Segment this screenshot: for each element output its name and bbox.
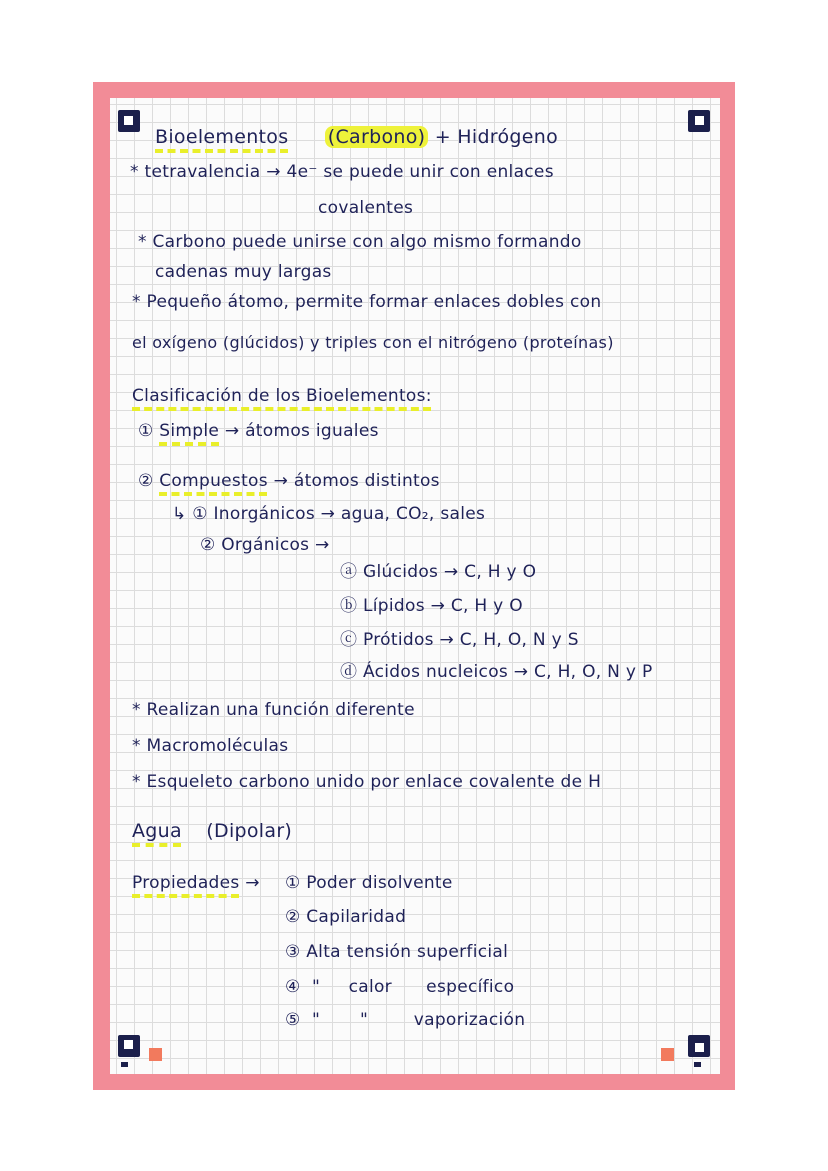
properties-label: Propiedades: [132, 873, 240, 893]
compound-label: Compuestos: [159, 471, 268, 491]
note-line: * Carbono puede unirse con algo mismo formando: [138, 232, 582, 252]
organic-item: ⓑ Lípidos → C, H y O: [340, 596, 523, 616]
corner-marker-icon: [688, 1035, 710, 1057]
water-heading: Agua: [132, 820, 182, 842]
number-badge: ②: [138, 471, 154, 491]
water-heading-line: [132, 820, 292, 842]
note-line: * Pequeño átomo, permite formar enlaces dobles con: [132, 292, 602, 312]
corner-marker-icon: [688, 110, 710, 132]
marker-dot-icon: [694, 1062, 701, 1067]
note-line: el oxígeno (glúcidos) y triples con el nitrógeno (proteínas): [132, 333, 614, 352]
title-main: Bioelementos: [155, 126, 289, 148]
simple-line: [138, 421, 379, 441]
compound-line: [138, 471, 440, 491]
property-item: ④ " calor específico: [285, 977, 515, 997]
compound-desc: → átomos distintos: [273, 471, 440, 491]
marker-dot-icon: [121, 1062, 128, 1067]
title-highlight: (Carbono): [325, 126, 429, 148]
arrow-icon: →: [245, 873, 260, 893]
simple-label: Simple: [159, 421, 220, 441]
note-line: * tetravalencia → 4e⁻ se puede unir con enlaces: [130, 162, 554, 182]
title-rest: + Hidrógeno: [434, 126, 559, 148]
title-line: [155, 126, 558, 148]
number-badge: ①: [138, 421, 154, 441]
bullet-line: * Realizan una función diferente: [132, 700, 415, 720]
organic-line: ② Orgánicos →: [200, 535, 330, 555]
bullet-line: * Macromoléculas: [132, 736, 289, 756]
water-subtitle: (Dipolar): [206, 820, 293, 842]
organic-item: ⓐ Glúcidos → C, H y O: [340, 562, 537, 582]
simple-desc: → átomos iguales: [224, 421, 379, 441]
corner-marker-icon: [118, 1035, 140, 1057]
orange-square-icon: [149, 1048, 162, 1061]
corner-marker-icon: [118, 110, 140, 132]
note-line: covalentes: [318, 198, 414, 218]
organic-item: ⓒ Prótidos → C, H, O, N y S: [340, 630, 579, 650]
classification-heading: [132, 386, 432, 406]
note-line: cadenas muy largas: [155, 262, 332, 282]
bullet-line: * Esqueleto carbono unido por enlace covalente de H: [132, 772, 602, 792]
orange-square-icon: [661, 1048, 674, 1061]
inorganic-line: ↳ ① Inorgánicos → agua, CO₂, sales: [172, 504, 486, 524]
property-item: ① Poder disolvente: [285, 873, 453, 893]
property-item: ⑤ " " vaporización: [285, 1010, 526, 1030]
classification-heading-text: Clasificación de los Bioelementos:: [132, 386, 432, 406]
properties-label-line: [132, 873, 260, 893]
organic-item: ⓓ Ácidos nucleicos → C, H, O, N y P: [340, 662, 653, 682]
property-item: ③ Alta tensión superficial: [285, 942, 509, 962]
property-item: ② Capilaridad: [285, 907, 407, 927]
